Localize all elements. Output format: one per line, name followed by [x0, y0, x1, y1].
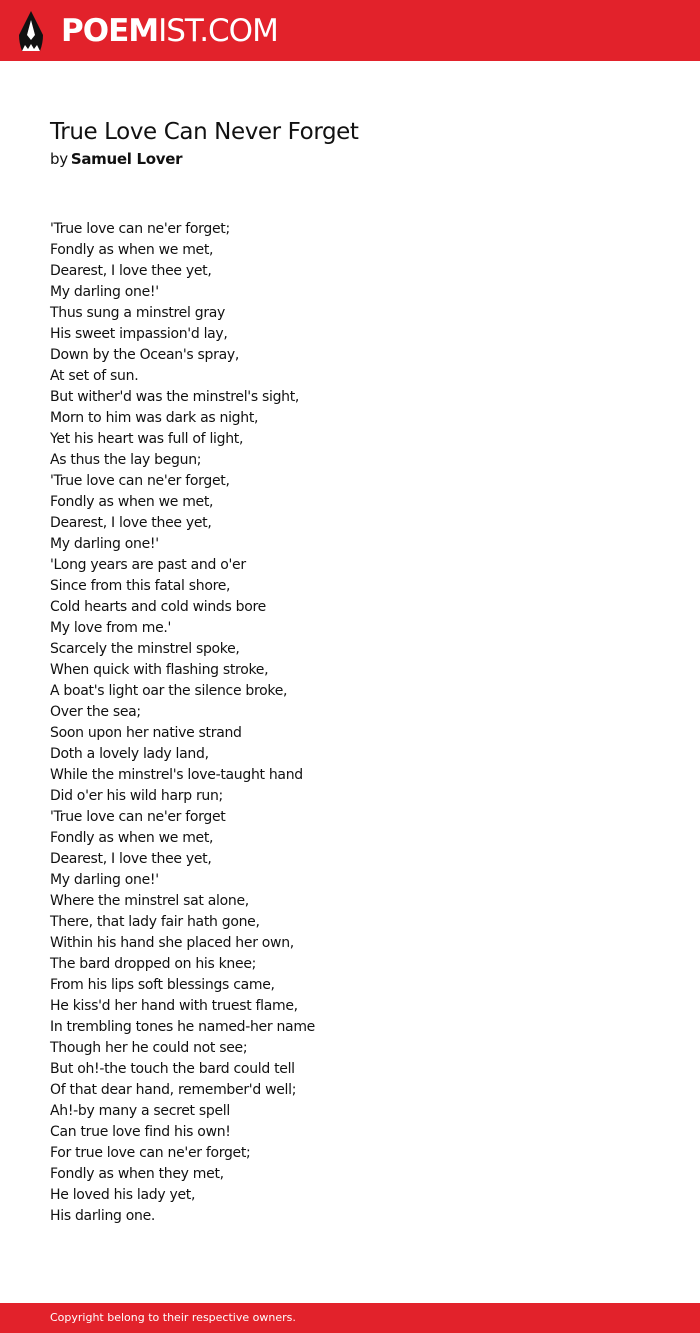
poem-line: 'True love can ne'er forget; — [50, 221, 230, 237]
poem-line: From his lips soft blessings came, — [50, 977, 275, 993]
poem-line: He kiss'd her hand with truest flame, — [50, 998, 298, 1014]
poem-line: Fondly as when we met, — [50, 494, 214, 510]
poem-line: Ah!-by many a secret spell — [50, 1103, 230, 1119]
poem-line: Did o'er his wild harp run; — [50, 788, 223, 804]
site-logo-text[interactable] — [61, 11, 278, 51]
poem-line: A boat's light oar the silence broke, — [50, 683, 288, 699]
copyright-text: Copyright belong to their respective owners. — [50, 1311, 296, 1324]
poem-line: Over the sea; — [50, 704, 141, 720]
site-header — [0, 0, 700, 61]
poem-line: Where the minstrel sat alone, — [50, 893, 249, 909]
poem-body — [50, 219, 650, 1227]
poem-line: Dearest, I love thee yet, — [50, 851, 212, 867]
poem-line: Soon upon her native strand — [50, 725, 242, 741]
site-footer — [0, 1303, 700, 1333]
poem-line: The bard dropped on his knee; — [50, 956, 257, 972]
poem-line: Of that dear hand, remember'd well; — [50, 1082, 297, 1098]
poem-line: Fondly as when they met, — [50, 1166, 224, 1182]
poem-line: As thus the lay begun; — [50, 452, 202, 468]
poem-line: Cold hearts and cold winds bore — [50, 599, 266, 615]
poem-line: Can true love find his own! — [50, 1124, 231, 1140]
poem-line: My darling one!' — [50, 536, 159, 552]
poem-line: His darling one. — [50, 1208, 156, 1224]
poem-line: Dearest, I love thee yet, — [50, 515, 212, 531]
brand-light: IST.COM — [158, 13, 278, 49]
poem-line: But oh!-the touch the bard could tell — [50, 1061, 295, 1077]
poem-line: Fondly as when we met, — [50, 242, 214, 258]
poem-line: 'True love can ne'er forget — [50, 809, 226, 825]
poem-line: When quick with flashing stroke, — [50, 662, 269, 678]
brand-bold: POEM — [61, 13, 159, 49]
poem-line: In trembling tones he named-her name — [50, 1019, 315, 1035]
poem-title: True Love Can Never Forget — [50, 119, 359, 145]
poem-line: My darling one!' — [50, 872, 159, 888]
poem-line: Scarcely the minstrel spoke, — [50, 641, 240, 657]
author-name: Samuel Lover — [70, 150, 183, 168]
poem-line: 'True love can ne'er forget, — [50, 473, 230, 489]
poem-line: For true love can ne'er forget; — [50, 1145, 251, 1161]
poem-line: Within his hand she placed her own, — [50, 935, 294, 951]
poem-line: While the minstrel's love-taught hand — [50, 767, 303, 783]
poem-line: Doth a lovely lady land, — [50, 746, 209, 762]
poem-line: But wither'd was the minstrel's sight, — [50, 389, 300, 405]
pen-nib-icon[interactable] — [16, 10, 46, 52]
poem-line: My darling one!' — [50, 284, 159, 300]
poem-line: 'Long years are past and o'er — [50, 557, 246, 573]
poem-line: Down by the Ocean's spray, — [50, 347, 239, 363]
poem-line: His sweet impassion'd lay, — [50, 326, 228, 342]
poem-line: Thus sung a minstrel gray — [50, 305, 226, 321]
poem-line: Dearest, I love thee yet, — [50, 263, 212, 279]
poem-line: Yet his heart was full of light, — [50, 431, 244, 447]
poem-line: Since from this fatal shore, — [50, 578, 231, 594]
poem-line: Fondly as when we met, — [50, 830, 214, 846]
poem-line: Though her he could not see; — [50, 1040, 248, 1056]
poem-line: My love from me.' — [50, 620, 172, 636]
poem-line: Morn to him was dark as night, — [50, 410, 259, 426]
poem-line: There, that lady fair hath gone, — [50, 914, 260, 930]
poem-line: He loved his lady yet, — [50, 1187, 196, 1203]
by-label: by — [50, 150, 68, 168]
poem-line: At set of sun. — [50, 368, 139, 384]
byline — [50, 148, 182, 170]
